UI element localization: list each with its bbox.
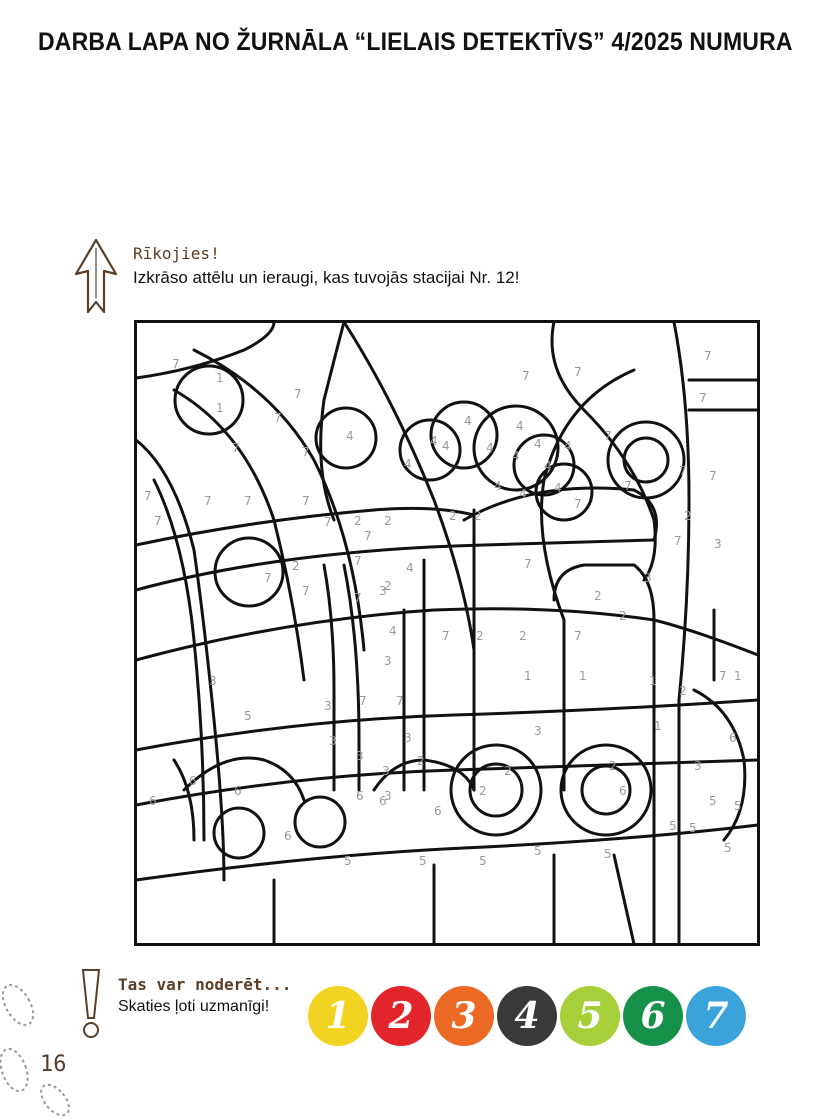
up-arrow-icon bbox=[74, 238, 118, 314]
region-number-label: 7 bbox=[324, 515, 332, 529]
region-number-label: 7 bbox=[144, 489, 152, 503]
region-number-label: 4 bbox=[519, 487, 527, 501]
region-number-label: 3 bbox=[382, 764, 390, 778]
color-swatch-6: 6 bbox=[623, 986, 683, 1046]
task-title: Rīkojies! bbox=[133, 244, 220, 263]
region-number-label: 3 bbox=[384, 654, 392, 668]
region-number-label: 7 bbox=[524, 557, 532, 571]
color-swatch-7: 7 bbox=[686, 986, 746, 1046]
region-number-label: 3 bbox=[356, 749, 364, 763]
region-number-label: 2 bbox=[679, 684, 687, 698]
region-number-label: 7 bbox=[232, 441, 240, 455]
region-number-label: 4 bbox=[442, 439, 450, 453]
region-number-label: 7 bbox=[574, 497, 582, 511]
page-header: DARBA LAPA NO ŽURNĀLA “LIELAIS DETEKTĪVS” 4/2025 NUMURA bbox=[38, 28, 793, 56]
region-number-label: 2 bbox=[417, 754, 425, 768]
region-number-label: 2 bbox=[609, 759, 617, 773]
region-number-label: 4 bbox=[464, 414, 472, 428]
color-swatch-4: 4 bbox=[497, 986, 557, 1046]
region-number-label: 5 bbox=[344, 854, 352, 868]
region-number-label: 7 bbox=[522, 369, 530, 383]
region-number-label: 4 bbox=[494, 479, 502, 493]
region-number-label: 6 bbox=[729, 731, 737, 745]
region-number-label: 7 bbox=[442, 629, 450, 643]
region-number-label: 1 bbox=[216, 401, 224, 415]
region-number-label: 7 bbox=[674, 534, 682, 548]
region-number-label: 7 bbox=[624, 479, 632, 493]
region-number-label: 7 bbox=[396, 694, 404, 708]
region-number-label: 7 bbox=[244, 494, 252, 508]
region-number-label: 3 bbox=[644, 571, 652, 585]
region-number-label: 7 bbox=[364, 529, 372, 543]
region-number-label: 3 bbox=[404, 731, 412, 745]
region-number-label: 4 bbox=[516, 419, 524, 433]
region-number-label: 2 bbox=[476, 629, 484, 643]
region-number-label: 7 bbox=[204, 494, 212, 508]
region-number-label: 1 bbox=[216, 371, 224, 385]
region-number-label: 7 bbox=[574, 365, 582, 379]
region-number-label: 5 bbox=[244, 709, 252, 723]
region-number-label: 6 bbox=[284, 829, 292, 843]
region-number-label: 4 bbox=[544, 459, 552, 473]
region-number-label: 5 bbox=[709, 794, 717, 808]
exclamation-icon bbox=[78, 968, 104, 1040]
region-number-label: 7 bbox=[154, 514, 162, 528]
region-number-label: 5 bbox=[604, 847, 612, 861]
region-number-label: 6 bbox=[379, 794, 387, 808]
region-number-label: 4 bbox=[512, 449, 520, 463]
region-number-label: 5 bbox=[724, 841, 732, 855]
region-number-label: 6 bbox=[149, 794, 157, 808]
region-number-label: 4 bbox=[389, 624, 397, 638]
region-number-label: 3 bbox=[209, 674, 217, 688]
region-number-label: 7 bbox=[679, 464, 687, 478]
region-number-label: 7 bbox=[354, 591, 362, 605]
region-number-label: 2 bbox=[504, 764, 512, 778]
region-number-label: 5 bbox=[534, 844, 542, 858]
region-number-label: 2 bbox=[519, 629, 527, 643]
region-number-label: 4 bbox=[564, 439, 572, 453]
region-number-label: 2 bbox=[384, 579, 392, 593]
region-number-label: 4 bbox=[346, 429, 354, 443]
region-number-label: 7 bbox=[719, 669, 727, 683]
region-number-label: 1 bbox=[654, 719, 662, 733]
color-swatch-5: 5 bbox=[560, 986, 620, 1046]
region-number-label: 3 bbox=[329, 734, 337, 748]
color-swatch-2: 2 bbox=[371, 986, 431, 1046]
color-swatch-3: 3 bbox=[434, 986, 494, 1046]
region-number-label: 7 bbox=[574, 629, 582, 643]
region-number-label: 3 bbox=[694, 759, 702, 773]
region-number-label: 1 bbox=[734, 669, 742, 683]
region-number-label: 3 bbox=[384, 789, 392, 803]
region-number-label: 6 bbox=[434, 804, 442, 818]
region-number-label: 7 bbox=[294, 387, 302, 401]
region-number-label: 5 bbox=[419, 854, 427, 868]
task-instruction: Izkrāso attēlu un ieraugi, kas tuvojās stacijai Nr. 12! bbox=[133, 268, 520, 287]
region-number-label: 7 bbox=[302, 584, 310, 598]
region-number-label: 2 bbox=[449, 509, 457, 523]
region-number-label: 2 bbox=[292, 559, 300, 573]
color-by-number-puzzle[interactable] bbox=[134, 320, 760, 946]
region-number-label: 7 bbox=[274, 411, 282, 425]
region-number-label: 4 bbox=[554, 481, 562, 495]
region-number-label: 4 bbox=[406, 561, 414, 575]
region-number-label: 5 bbox=[669, 819, 677, 833]
region-number-label: 3 bbox=[534, 724, 542, 738]
region-number-label: 4 bbox=[534, 437, 542, 451]
hint-title: Tas var noderēt... bbox=[118, 975, 292, 994]
region-number-label: 2 bbox=[479, 784, 487, 798]
region-number-label: 7 bbox=[704, 349, 712, 363]
region-number-label: 5 bbox=[689, 821, 697, 835]
region-number-label: 1 bbox=[524, 669, 532, 683]
region-number-label: 7 bbox=[699, 391, 707, 405]
page-number: 16 bbox=[40, 1052, 67, 1077]
region-number-label: 3 bbox=[324, 699, 332, 713]
region-number-label: 2 bbox=[684, 509, 692, 523]
region-number-label: 4 bbox=[430, 434, 438, 448]
region-number-label: 2 bbox=[619, 609, 627, 623]
region-number-label: 7 bbox=[172, 357, 180, 371]
region-number-label: 6 bbox=[356, 789, 364, 803]
region-number-label: 7 bbox=[604, 429, 612, 443]
region-number-label: 5 bbox=[734, 799, 742, 813]
region-number-label: 7 bbox=[264, 571, 272, 585]
region-number-label: 5 bbox=[479, 854, 487, 868]
region-number-label: 6 bbox=[234, 784, 242, 798]
region-number-label: 2 bbox=[594, 589, 602, 603]
region-number-label: 7 bbox=[709, 469, 717, 483]
color-palette bbox=[308, 986, 746, 1046]
region-number-label: 7 bbox=[354, 554, 362, 568]
region-number-label: 6 bbox=[619, 784, 627, 798]
region-number-label: 3 bbox=[379, 584, 387, 598]
footprints-decoration bbox=[0, 975, 70, 1120]
region-number-label: 1 bbox=[579, 669, 587, 683]
color-swatch-1: 1 bbox=[308, 986, 368, 1046]
region-number-label: 1 bbox=[649, 674, 657, 688]
region-number-label: 4 bbox=[486, 441, 494, 455]
region-number-label: 3 bbox=[714, 537, 722, 551]
hint-text: Skaties ļoti uzmanīgi! bbox=[118, 998, 270, 1015]
region-number-label: 7 bbox=[302, 445, 310, 459]
region-number-label: 2 bbox=[474, 509, 482, 523]
region-number-label: 2 bbox=[384, 514, 392, 528]
region-number-label: 7 bbox=[359, 694, 367, 708]
region-number-label: 4 bbox=[404, 457, 412, 471]
region-number-label: 6 bbox=[189, 774, 197, 788]
region-number-label: 7 bbox=[302, 494, 310, 508]
region-number-label: 2 bbox=[354, 514, 362, 528]
